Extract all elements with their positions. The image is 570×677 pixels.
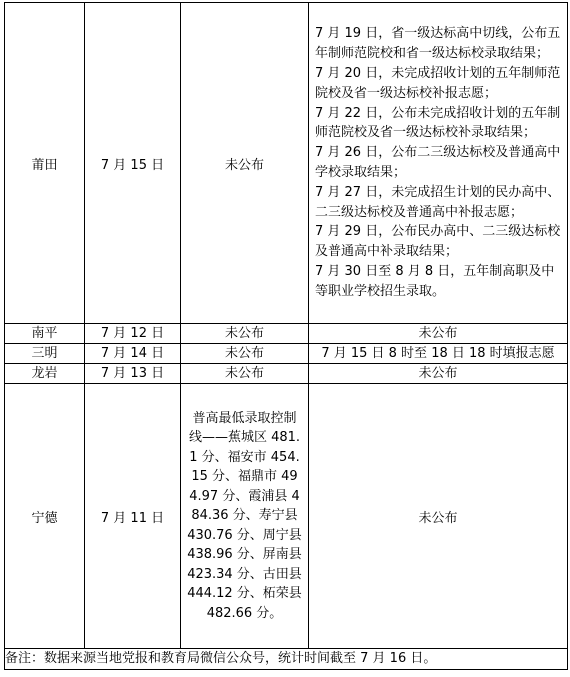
table-footnote-row — [5, 649, 568, 670]
control-line-cell: 未公布 — [181, 324, 309, 344]
notes-list — [309, 22, 567, 303]
date-cell: 7 月 12 日 — [85, 324, 181, 344]
table-row-nanping — [5, 324, 568, 344]
city-cell: 三明 — [5, 344, 85, 364]
note-item: 7 月 19 日，省一级达标高中切线，公布五年制师范院校和省一级达标校录取结果； — [315, 26, 561, 62]
footnote: 备注：数据来源当地党报和教育局微信公众号，统计时间截至 7 月 16 日。 — [5, 649, 568, 670]
exam-results-table — [4, 2, 568, 670]
control-line-detail: 普高最低录取控制线——蕉城区 481.1 分、福安市 454.15 分、福鼎市 494.97 分、霞浦县 484.36 分、寿宁县 430.76 分、周宁县 438.96 分、屏南县 423.34 分、古田县 444.12 分、柘荣县 482.66 分。 — [187, 410, 302, 621]
control-line-cell — [181, 384, 309, 649]
date-cell: 7 月 14 日 — [85, 344, 181, 364]
control-line-cell: 未公布 — [181, 3, 309, 324]
control-line-cell: 未公布 — [181, 344, 309, 364]
notes-cell: 未公布 — [309, 364, 568, 384]
note-item: 7 月 20 日，未完成招收计划的五年制师范院校及省一级达标校补报志愿； — [315, 66, 561, 101]
table-row-longyan — [5, 364, 568, 384]
table-row-putian — [5, 3, 568, 324]
city-cell: 莆田 — [5, 3, 85, 324]
control-line-cell: 未公布 — [181, 364, 309, 384]
note-item: 7 月 30 日至 8 月 8 日，五年制高职及中等职业学校招生录取。 — [315, 263, 555, 299]
date-cell: 7 月 11 日 — [85, 384, 181, 649]
city-cell: 宁德 — [5, 384, 85, 649]
note-item: 7 月 29 日，公布民办高中、二三级达标校及普通高中补录取结果； — [315, 224, 561, 260]
notes-cell — [309, 3, 568, 324]
city-cell: 南平 — [5, 324, 85, 344]
date-cell: 7 月 15 日 — [85, 3, 181, 324]
notes-cell: 未公布 — [309, 384, 568, 649]
table-row-ningde — [5, 384, 568, 649]
city-cell: 龙岩 — [5, 364, 85, 384]
date-cell: 7 月 13 日 — [85, 364, 181, 384]
table-row-sanming — [5, 344, 568, 364]
notes-cell: 7 月 15 日 8 时至 18 日 18 时填报志愿 — [309, 344, 568, 364]
note-item: 7 月 27 日，未完成招生计划的民办高中、二三级达标校及普通高中补报志愿； — [315, 184, 561, 220]
note-item: 7 月 22 日，公布未完成招收计划的五年制师范院校及省一级达标校补录取结果； — [315, 105, 561, 141]
notes-cell: 未公布 — [309, 324, 568, 344]
note-item: 7 月 26 日，公布二三级达标校及普通高中学校录取结果； — [315, 145, 561, 180]
